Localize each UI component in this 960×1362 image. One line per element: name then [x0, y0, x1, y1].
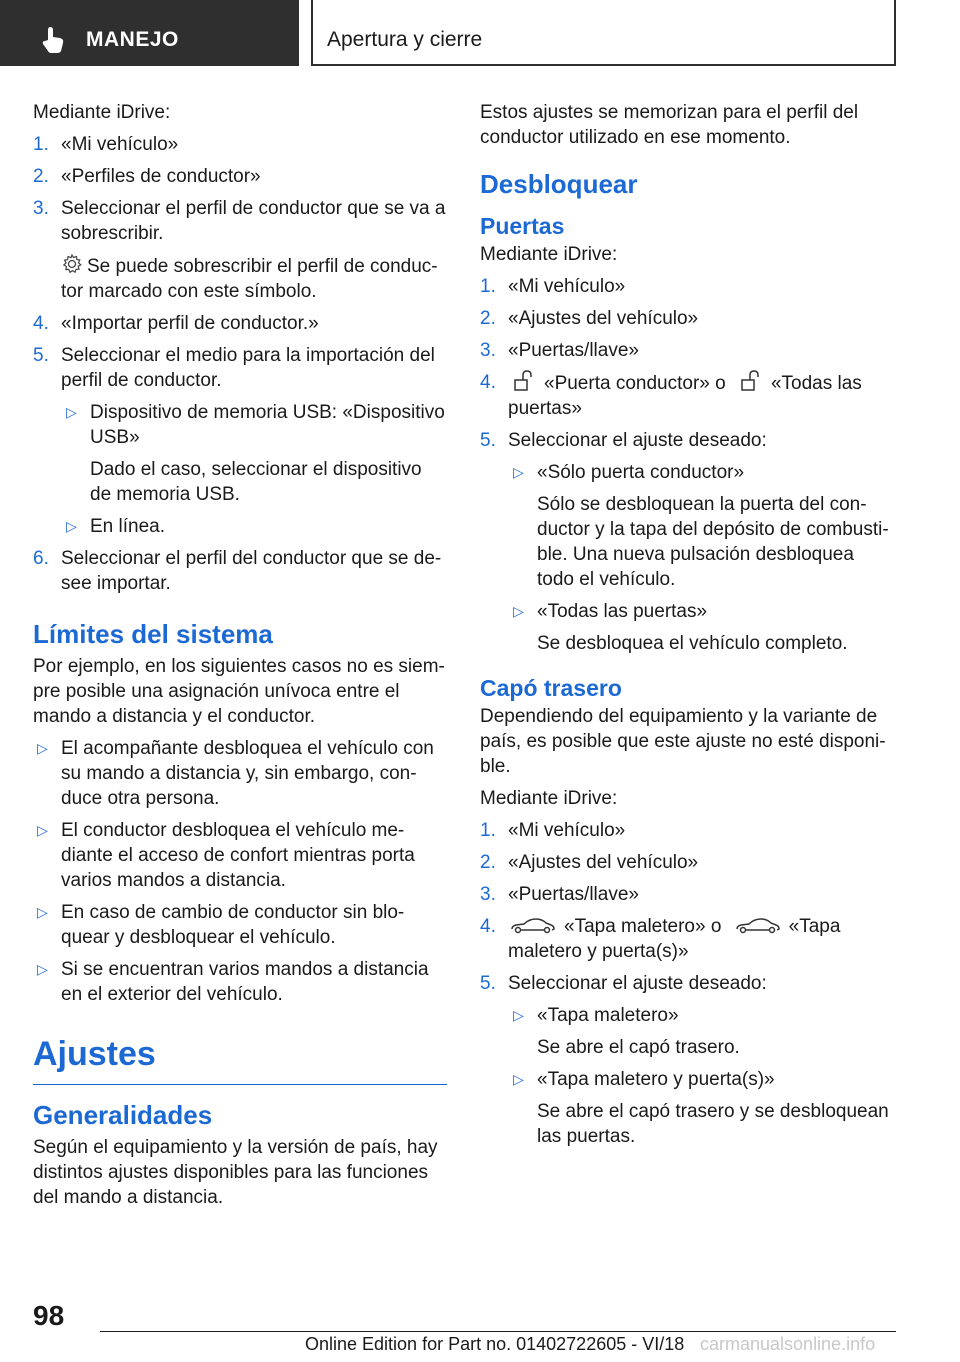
triangle-bullet-icon: ▷ [37, 961, 48, 977]
step-number: 3. [33, 198, 49, 219]
general-heading: Generalidades [33, 1100, 213, 1130]
sub-text: En línea. [90, 516, 165, 537]
list-item: 4. «Puerta conductor» o «Todas las puertas» [480, 372, 862, 419]
chapter-title: Apertura y cierre [327, 28, 483, 51]
step-number: 2. [33, 166, 49, 187]
footer-edition: Online Edition for Part no. 01402722605 - VI/18 [305, 1334, 685, 1354]
step-number: 4. [33, 313, 49, 334]
limits-intro: Por ejemplo, en los siguientes casos no es siem-pre posible una asignación unívoca entre el mando a distancia y el conductor. [33, 656, 445, 727]
sub-paragraph: Se abre el capó trasero. [537, 1037, 740, 1058]
sub-item [33, 400, 447, 450]
sub-paragraph: Se desbloquea el vehículo completo. [537, 633, 848, 654]
sub-text: Dispositivo de memoria USB: «Dispositivo USB» [90, 402, 445, 448]
list-item [33, 343, 447, 393]
triangle-bullet-icon: ▷ [513, 603, 524, 619]
bullet-item: ▷ El acompañante desbloquea el vehículo con su mando a distancia y, sin embargo, con-duce otra persona. [37, 738, 434, 809]
sub-paragraph: Dado el caso, seleccionar el dispositivo de memoria USB. [90, 459, 422, 505]
triangle-bullet-icon: ▷ [37, 822, 48, 838]
triangle-bullet-icon: ▷ [513, 1007, 524, 1023]
memory-intro: Estos ajustes se memorizan para el perfil del conductor utilizado en ese momento. [480, 102, 859, 148]
car-icon [510, 917, 556, 935]
list-item: 4. «Tapa maletero» o «Tapa maletero y puerta(s)» [480, 916, 841, 962]
step-text: «Importar perfil de conductor.» [61, 313, 319, 334]
doors-heading: Puertas [480, 213, 565, 239]
footer-divider [100, 1331, 896, 1332]
list-item: 5. Seleccionar el ajuste deseado: [480, 430, 767, 451]
list-item: 1. «Mi vehículo» [480, 820, 626, 841]
step-number: 1. [33, 134, 49, 155]
step-text: Seleccionar el medio para la importación del perfil de conductor. [61, 345, 435, 391]
list-item [33, 164, 447, 189]
step-text: «Mi vehículo» [61, 134, 179, 155]
doors-intro: Mediante iDrive: [480, 244, 618, 265]
header-chapter-tab [311, 0, 896, 66]
left-column [33, 100, 447, 1217]
limits-heading: Límites del sistema [33, 619, 273, 649]
settings-heading: Ajustes [33, 1035, 447, 1085]
list-item: 1. «Mi vehículo» [480, 276, 626, 297]
section-title: MANEJO [86, 28, 179, 51]
step-number: 5. [33, 345, 49, 366]
triangle-bullet-icon: ▷ [66, 518, 77, 534]
list-item: 3. «Puertas/llave» [480, 884, 639, 905]
watermark: carmanualsonline.info [700, 1334, 876, 1354]
bullet-item: ▷ El conductor desbloquea el vehículo me-diante el acceso de confort mientras porta varios mandos a distancia. [37, 820, 415, 891]
list-item [33, 546, 447, 596]
list-item [33, 311, 447, 336]
note-text: Se puede sobrescribir el perfil de conduc-tor marcado con este símbolo. [61, 256, 438, 302]
list-item: 3. «Puertas/llave» [480, 340, 639, 361]
car-icon [735, 917, 781, 935]
sub-item [33, 514, 447, 539]
hand-icon [40, 26, 66, 54]
header-section-tab [0, 0, 299, 66]
triangle-bullet-icon: ▷ [37, 740, 48, 756]
list-item: 2. «Ajustes del vehículo» [480, 852, 699, 873]
gear-icon [61, 253, 83, 275]
triangle-bullet-icon: ▷ [66, 404, 77, 420]
trunk-idrive: Mediante iDrive: [480, 788, 618, 809]
list-item: 2. «Ajustes del vehículo» [480, 308, 699, 329]
right-column [480, 100, 896, 1156]
triangle-bullet-icon: ▷ [37, 904, 48, 920]
trunk-heading: Capó trasero [480, 675, 622, 701]
sub-item: ▷ «Todas las puertas» [513, 601, 708, 622]
triangle-bullet-icon: ▷ [513, 1071, 524, 1087]
bullet-item: ▷ Si se encuentran varios mandos a distancia en el exterior del vehículo. [37, 959, 429, 1005]
sub-item: ▷ «Sólo puerta conductor» [513, 462, 745, 483]
sub-paragraph: Sólo se desbloquean la puerta del con-ductor y la tapa del depósito de combusti-ble. Una nueva pulsación desbloquea todo el vehículo. [537, 494, 889, 590]
trunk-intro: Dependiendo del equipamiento y la variante de país, es posible que este ajuste no esté disponi-ble. [480, 706, 886, 777]
step-text: Seleccionar el perfil del conductor que se de-see importar. [61, 548, 442, 594]
list-item [33, 132, 447, 157]
idrive-intro: Mediante iDrive: [33, 102, 171, 123]
open-lock-icon [512, 370, 536, 392]
list-item: 5. Seleccionar el ajuste deseado: [480, 973, 767, 994]
profile-note [33, 253, 447, 304]
unlock-heading: Desbloquear [480, 169, 638, 199]
step-text: «Perfiles de conductor» [61, 166, 261, 187]
list-item [33, 196, 447, 246]
sub-item: ▷ «Tapa maletero» [513, 1005, 679, 1026]
step-text: Seleccionar el perfil de conductor que se va a sobrescribir. [61, 198, 446, 244]
bullet-item: ▷ En caso de cambio de conductor sin blo-quear y desbloquear el vehículo. [37, 902, 405, 948]
step-number: 6. [33, 548, 49, 569]
open-lock-icon [739, 370, 763, 392]
general-text: Según el equipamiento y la versión de país, hay distintos ajustes disponibles para las funciones del mando a distancia. [33, 1137, 438, 1208]
sub-item: ▷ «Tapa maletero y puerta(s)» [513, 1069, 775, 1090]
sub-paragraph: Se abre el capó trasero y se desbloquean las puertas. [537, 1101, 889, 1147]
triangle-bullet-icon: ▷ [513, 464, 524, 480]
page-number: 98 [33, 1300, 65, 1331]
